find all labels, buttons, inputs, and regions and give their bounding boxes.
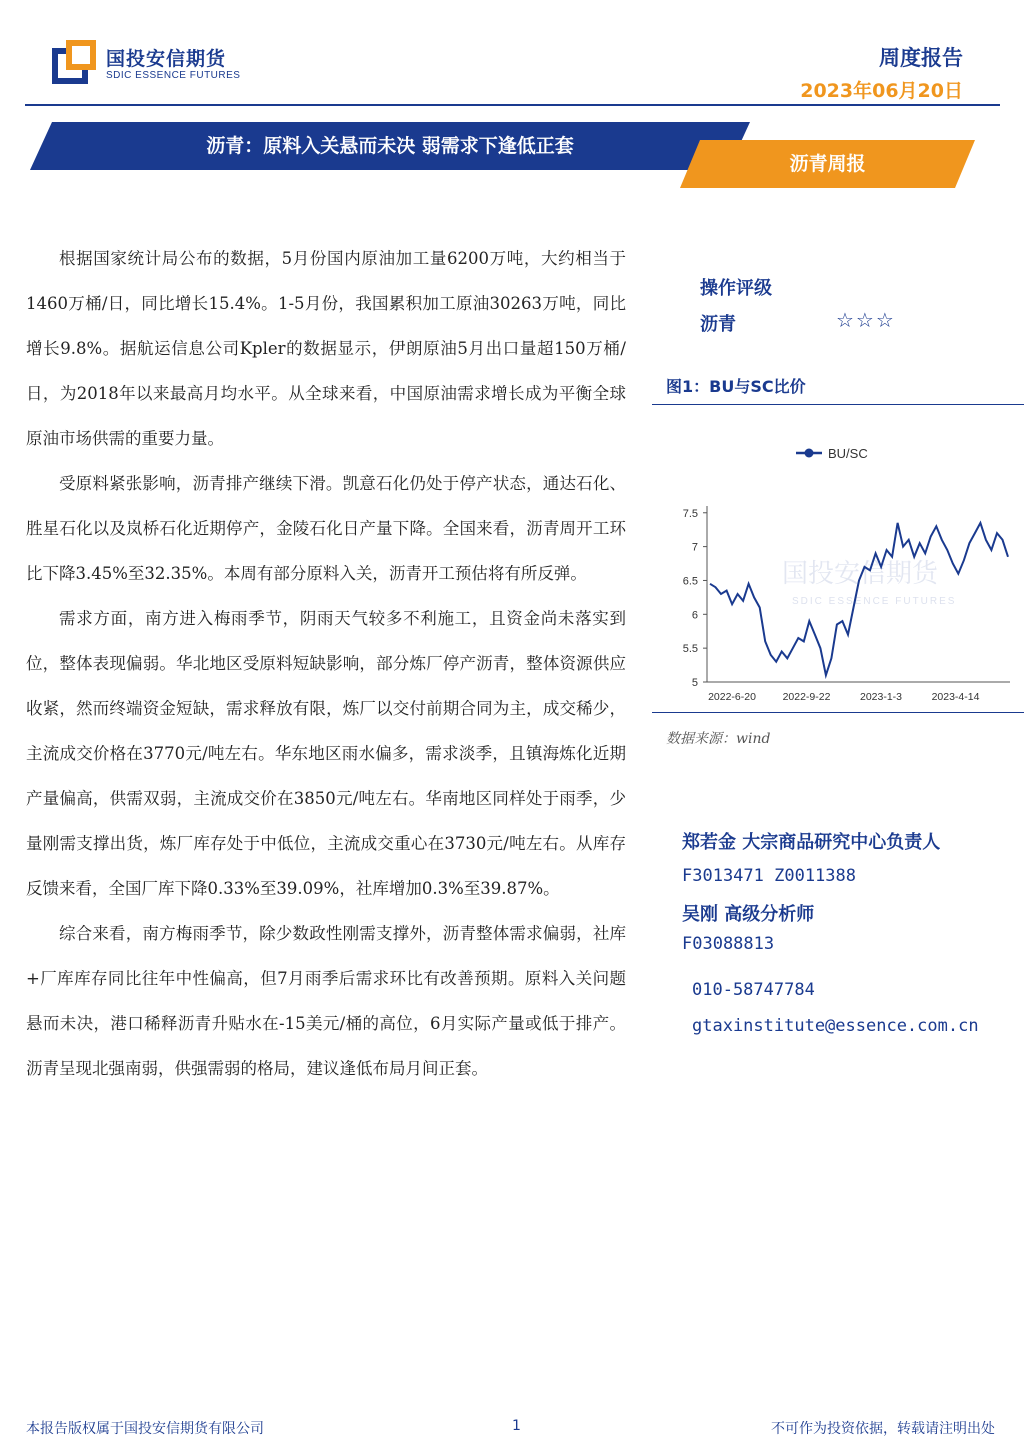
legend-label: BU/SC [828,446,868,461]
y-tick-label: 6.5 [682,575,698,588]
rating-stars-icon: ☆☆☆ [836,308,896,332]
figure-source: 数据来源：wind [666,731,771,747]
x-tick-label: 2022-6-20 [708,691,756,703]
analyst-1-license: F3013471 Z0011388 [682,866,856,886]
contact-phone: 010-58747784 [692,980,815,1000]
report-date: 2023年06月20日 [800,80,963,102]
analyst-2-license: F03088813 [682,934,775,954]
y-tick-label: 6 [691,609,698,622]
tag-banner [680,140,975,188]
page-number: 1 [512,1418,521,1434]
y-tick-label: 7 [691,541,698,554]
footer-disclaimer: 不可作为投资依据，转载请注明出处 [771,1421,995,1437]
rating-title: 操作评级 [700,278,772,299]
figure-divider-bottom [652,712,1024,713]
body-paragraph: 根据国家统计局公布的数据，5月份国内原油加工量6200万吨，大约相当于1460万桶/日，同比增长15.4%。1-5月份，我国累积加工原油30263万吨，同比增长9.8%。据航运信息公司Kpler的数据显示，伊朗原油5月出口量超150万桶/日，为2018年以来最高月均水平。从全球来看，中国原油需求增长成为平衡全球原油市场供需的重要力量。 [26,249,626,448]
y-tick-label: 5 [691,677,698,689]
logo-mark-icon [52,40,96,84]
analyst-1-name: 郑若金 大宗商品研究中心负责人 [682,832,941,853]
x-tick-label: 2022-9-22 [782,691,831,703]
title-banner [30,122,750,170]
x-tick-label: 2023-4-14 [931,691,980,703]
report-type: 周度报告 [879,46,963,70]
legend-marker-icon [805,449,814,458]
header-divider [25,104,1000,106]
report-title: 沥青：原料入关悬而未决 弱需求下逢低正套 [206,135,574,157]
bu-sc-chart [652,430,1024,710]
chart-svg [652,430,1024,710]
x-tick-label: 2023-1-3 [859,691,903,703]
figure-title: 图1：BU与SC比价 [666,377,806,396]
analyst-2-name: 吴刚 高级分析师 [682,904,815,925]
contact-email[interactable]: gtaxinstitute@essence.com.cn [692,1016,979,1036]
report-category: 沥青周报 [789,153,866,175]
report-body [26,236,626,1091]
company-logo [52,40,241,90]
body-paragraph: 需求方面，南方进入梅雨季节，阴雨天气较多不利施工，且资金尚未落实到位，整体表现偏弱。华北地区受原料短缺影响，部分炼厂停产沥青，整体资源供应收紧，然而终端资金短缺，需求释放有限，炼厂以交付前期合同为主，成交稀少，主流成交价格在3770元/吨左右。华东地区雨水偏多，需求淡季，且镇海炼化近期产量偏高，供需双弱，主流成交价在3850元/吨左右。华南地区同样处于雨季，少量刚需支撑出货，炼厂库存处于中低位，主流成交重心在3730元/吨左右。从库存反馈来看，全国厂库下降0.33%至39.09%，社库增加0.3%至39.87%。 [26,609,626,898]
y-tick-label: 5.5 [682,643,698,656]
y-tick-label: 7.5 [682,507,698,520]
body-paragraph: 受原料紧张影响，沥青排产继续下滑。凯意石化仍处于停产状态，通达石化、胜星石化以及岚桥石化近期停产，金陵石化日产量下降。全国来看，沥青周开工环比下降3.45%至32.35%。本周有部分原料入关，沥青开工预估将有所反弹。 [26,474,626,583]
body-paragraph: 综合来看，南方梅雨季节，除少数政性刚需支撑外，沥青整体需求偏弱，社库+厂库库存同比往年中性偏高，但7月雨季后需求环比有改善预期。原料入关问题悬而未决，港口稀释沥青升贴水在-15美元/桶的高位，6月实际产量或低于排产。沥青呈现北强南弱，供强需弱的格局，建议逢低布局月间正套。 [26,924,626,1078]
figure-divider-top [652,404,1024,405]
chart-watermark-en: SDIC ESSENCE FUTURES [792,596,957,607]
company-name-cn: 国投安信期货 [106,48,227,70]
footer-copyright: 本报告版权属于国投安信期货有限公司 [26,1421,264,1437]
company-name-en: SDIC ESSENCE FUTURES [106,70,241,81]
rating-item: 沥青 [700,314,736,335]
chart-watermark-cn: 国投安信期货 [782,559,939,589]
